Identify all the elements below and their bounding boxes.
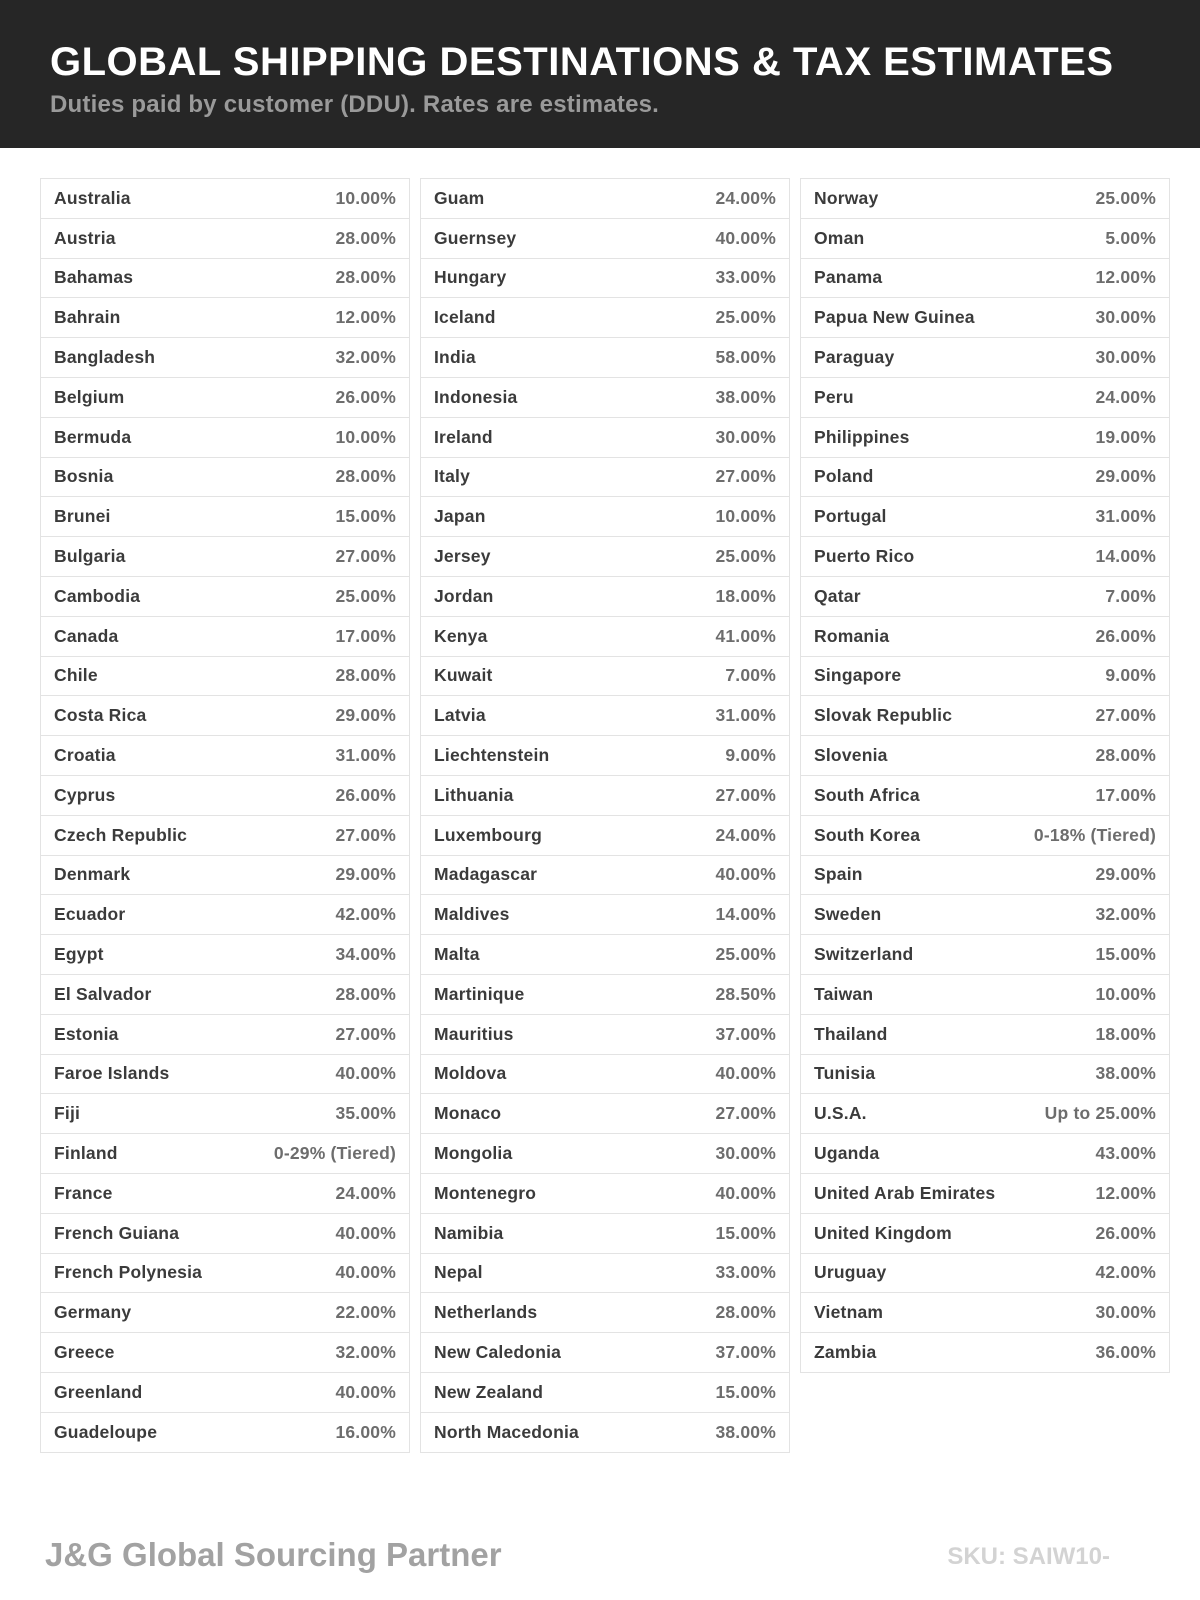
country-name: Oman [814, 227, 865, 248]
tax-rate: 26.00% [335, 386, 396, 407]
tax-rate: 27.00% [715, 1103, 776, 1124]
table-row [421, 418, 789, 458]
country-name: Bahamas [54, 267, 134, 288]
tax-rate: 19.00% [1095, 426, 1156, 447]
table-row [421, 497, 789, 537]
country-name: Jersey [434, 546, 491, 567]
tax-rate: 27.00% [335, 546, 396, 567]
country-name: Italy [434, 466, 471, 487]
country-name: Fiji [54, 1103, 81, 1124]
country-name: Tunisia [814, 1063, 876, 1084]
table-row [801, 537, 1169, 577]
country-name: Martinique [434, 983, 525, 1004]
table-row [421, 458, 789, 498]
table-row [421, 1094, 789, 1134]
table-row [801, 219, 1169, 259]
tax-rate: 40.00% [715, 864, 776, 885]
tax-rate: 15.00% [1095, 944, 1156, 965]
tax-tables-container [40, 178, 1170, 1453]
tax-rate: 25.00% [715, 307, 776, 328]
table-row [41, 1413, 409, 1453]
table-row [421, 1015, 789, 1055]
tax-rate: 24.00% [1095, 386, 1156, 407]
country-name: Liechtenstein [434, 745, 550, 766]
table-row [421, 1293, 789, 1333]
country-name: Malta [434, 944, 480, 965]
country-name: Peru [814, 386, 854, 407]
country-name: South Korea [814, 824, 921, 845]
tax-rate: 30.00% [1095, 1302, 1156, 1323]
tax-rate: 27.00% [335, 824, 396, 845]
country-name: Lithuania [434, 784, 514, 805]
tax-rate: 33.00% [715, 267, 776, 288]
table-row [421, 975, 789, 1015]
tax-rate: 24.00% [715, 824, 776, 845]
country-name: Belgium [54, 386, 125, 407]
country-name: El Salvador [54, 983, 152, 1004]
table-row [801, 975, 1169, 1015]
country-name: Greenland [54, 1381, 143, 1402]
table-row [41, 1094, 409, 1134]
table-row [421, 298, 789, 338]
tax-rate: 33.00% [715, 1262, 776, 1283]
tax-rate: 37.00% [715, 1342, 776, 1362]
country-name: Philippines [814, 426, 910, 447]
country-name: Austria [54, 227, 116, 248]
country-name: U.S.A. [814, 1103, 867, 1124]
table-row [41, 338, 409, 378]
table-row [421, 1254, 789, 1294]
country-name: Canada [54, 625, 119, 646]
country-name: Croatia [54, 745, 116, 766]
country-name: French Guiana [54, 1222, 180, 1243]
table-row [801, 1055, 1169, 1095]
country-name: Faroe Islands [54, 1063, 170, 1084]
table-row [801, 657, 1169, 697]
country-name: Vietnam [814, 1302, 884, 1323]
page-subtitle: Duties paid by customer (DDU). Rates are estimates. [50, 91, 660, 118]
table-row [421, 537, 789, 577]
tax-rate: 18.00% [715, 585, 776, 606]
tax-rate: 40.00% [715, 227, 776, 248]
country-name: Poland [814, 466, 874, 487]
country-name: Cyprus [54, 784, 116, 805]
country-name: Nepal [434, 1262, 483, 1283]
header-banner [0, 0, 1200, 148]
tax-rate: 40.00% [715, 1063, 776, 1084]
footer-sku: SKU: SAIW10- [947, 1543, 1110, 1570]
table-row [801, 776, 1169, 816]
footer-brand: J&G Global Sourcing Partner [45, 1536, 502, 1573]
country-name: France [54, 1182, 113, 1203]
table-row [421, 219, 789, 259]
country-name: Montenegro [434, 1182, 537, 1203]
table-row [41, 1214, 409, 1254]
tax-rate: 40.00% [335, 1381, 396, 1402]
table-row [41, 298, 409, 338]
tax-rate: 29.00% [335, 864, 396, 885]
country-name: Portugal [814, 506, 887, 527]
table-row [801, 895, 1169, 935]
tax-table-column-2 [420, 178, 790, 1453]
table-row [421, 338, 789, 378]
table-row [41, 259, 409, 299]
table-row [421, 617, 789, 657]
table-row [41, 497, 409, 537]
table-row [421, 895, 789, 935]
table-row [801, 1015, 1169, 1055]
tax-rate: 29.00% [1095, 466, 1156, 487]
tax-rate: 30.00% [1095, 307, 1156, 328]
tax-rate: 24.00% [715, 187, 776, 208]
tax-rate: 32.00% [335, 1342, 396, 1362]
tax-rate: 10.00% [1095, 983, 1156, 1004]
table-row [421, 696, 789, 736]
table-row [41, 1015, 409, 1055]
tax-rate: 26.00% [1095, 1222, 1156, 1243]
tax-rate: 10.00% [335, 426, 396, 447]
table-row [801, 736, 1169, 776]
country-name: Qatar [814, 585, 861, 606]
tax-rate: 12.00% [335, 307, 396, 328]
country-name: North Macedonia [434, 1421, 579, 1442]
tax-rate: 42.00% [335, 904, 396, 925]
table-row [41, 696, 409, 736]
table-row [421, 776, 789, 816]
country-name: Germany [54, 1302, 132, 1323]
tax-rate: 25.00% [1095, 187, 1156, 208]
tax-rate: 16.00% [335, 1421, 396, 1442]
table-row [41, 776, 409, 816]
tax-rate: 28.00% [1095, 745, 1156, 766]
tax-rate: 32.00% [335, 347, 396, 368]
country-name: Bangladesh [54, 347, 156, 368]
table-row [801, 458, 1169, 498]
tax-rate: 17.00% [1095, 784, 1156, 805]
country-name: Greece [54, 1342, 115, 1362]
tax-rate: 27.00% [335, 1023, 396, 1044]
tax-rate: 38.00% [715, 386, 776, 407]
tax-rate: 30.00% [715, 1143, 776, 1164]
tax-rate: 28.00% [335, 665, 396, 686]
country-name: Bermuda [54, 426, 132, 447]
tax-rate: 7.00% [725, 665, 776, 686]
tax-rate: 40.00% [335, 1063, 396, 1084]
tax-rate: 30.00% [715, 426, 776, 447]
tax-rate: 36.00% [1095, 1342, 1156, 1362]
country-name: Hungary [434, 267, 507, 288]
table-row [41, 657, 409, 697]
country-name: United Arab Emirates [814, 1182, 996, 1203]
country-name: Guadeloupe [54, 1421, 158, 1442]
table-row [801, 418, 1169, 458]
country-name: Kenya [434, 625, 488, 646]
table-row [421, 1413, 789, 1453]
country-name: Cambodia [54, 585, 141, 606]
tax-rate: 32.00% [1095, 904, 1156, 925]
tax-rate: 29.00% [1095, 864, 1156, 885]
table-row [801, 617, 1169, 657]
tax-rate: 28.00% [335, 267, 396, 288]
table-row [421, 179, 789, 219]
country-name: Chile [54, 665, 98, 686]
country-name: Slovak Republic [814, 705, 953, 726]
tax-rate: 27.00% [715, 784, 776, 805]
table-row [801, 1333, 1169, 1373]
country-name: Switzerland [814, 944, 914, 965]
country-name: Estonia [54, 1023, 119, 1044]
table-row [421, 935, 789, 975]
table-row [41, 1254, 409, 1294]
country-name: Papua New Guinea [814, 307, 975, 328]
tax-rate: 27.00% [1095, 705, 1156, 726]
tax-rate: 17.00% [335, 625, 396, 646]
table-row [41, 378, 409, 418]
tax-rate: 41.00% [715, 625, 776, 646]
table-row [421, 1134, 789, 1174]
page-title: GLOBAL SHIPPING DESTINATIONS & TAX ESTIMATES [50, 40, 1114, 84]
tax-rate: 10.00% [335, 187, 396, 208]
table-row [41, 856, 409, 896]
tax-rate: Up to 25.00% [1044, 1103, 1156, 1124]
table-row [801, 696, 1169, 736]
tax-rate: 10.00% [715, 506, 776, 527]
tax-rate: 40.00% [335, 1262, 396, 1283]
country-name: Madagascar [434, 864, 538, 885]
tax-rate: 38.00% [715, 1421, 776, 1442]
tax-rate: 25.00% [335, 585, 396, 606]
table-row [421, 1333, 789, 1373]
tax-rate: 5.00% [1105, 227, 1156, 248]
tax-rate: 25.00% [715, 546, 776, 567]
country-name: French Polynesia [54, 1262, 203, 1283]
tax-rate: 28.00% [335, 983, 396, 1004]
table-row [801, 1134, 1169, 1174]
country-name: Costa Rica [54, 705, 147, 726]
table-row [801, 1174, 1169, 1214]
country-name: Kuwait [434, 665, 493, 686]
country-name: Australia [54, 187, 131, 208]
table-row [801, 1254, 1169, 1294]
table-row [41, 577, 409, 617]
country-name: Panama [814, 267, 883, 288]
table-row [801, 378, 1169, 418]
tax-rate: 58.00% [715, 347, 776, 368]
table-row [801, 338, 1169, 378]
table-row [801, 1094, 1169, 1134]
tax-rate: 28.50% [715, 983, 776, 1004]
table-row [421, 1373, 789, 1413]
country-name: Bulgaria [54, 546, 126, 567]
table-row [41, 1055, 409, 1095]
table-row [801, 179, 1169, 219]
table-row [801, 935, 1169, 975]
tax-rate: 22.00% [335, 1302, 396, 1323]
tax-rate: 34.00% [335, 944, 396, 965]
country-name: Finland [54, 1143, 118, 1164]
table-row [41, 537, 409, 577]
country-name: Uganda [814, 1143, 880, 1164]
country-name: Egypt [54, 944, 104, 965]
tax-rate: 18.00% [1095, 1023, 1156, 1044]
tax-rate: 26.00% [335, 784, 396, 805]
country-name: Latvia [434, 705, 486, 726]
country-name: Romania [814, 625, 890, 646]
country-name: Namibia [434, 1222, 504, 1243]
table-row [41, 219, 409, 259]
country-name: Thailand [814, 1023, 888, 1044]
table-row [41, 1134, 409, 1174]
country-name: Guernsey [434, 227, 517, 248]
country-name: Puerto Rico [814, 546, 915, 567]
tax-rate: 28.00% [335, 227, 396, 248]
table-row [41, 1333, 409, 1373]
table-row [801, 259, 1169, 299]
table-row [801, 1293, 1169, 1333]
table-row [41, 179, 409, 219]
table-row [801, 816, 1169, 856]
table-row [421, 1055, 789, 1095]
tax-rate: 0-18% (Tiered) [1033, 824, 1156, 845]
tax-rate: 27.00% [715, 466, 776, 487]
country-name: Ecuador [54, 904, 126, 925]
country-name: Monaco [434, 1103, 502, 1124]
tax-rate: 9.00% [1105, 665, 1156, 686]
country-name: South Africa [814, 784, 920, 805]
country-name: Guam [434, 187, 485, 208]
tax-rate: 31.00% [715, 705, 776, 726]
country-name: Maldives [434, 904, 510, 925]
table-row [421, 259, 789, 299]
tax-rate: 14.00% [715, 904, 776, 925]
tax-rate: 30.00% [1095, 347, 1156, 368]
table-row [801, 298, 1169, 338]
table-row [421, 1214, 789, 1254]
country-name: Spain [814, 864, 863, 885]
tax-rate: 43.00% [1095, 1143, 1156, 1164]
tax-rate: 26.00% [1095, 625, 1156, 646]
table-row [801, 577, 1169, 617]
country-name: Bahrain [54, 307, 121, 328]
tax-rate: 31.00% [1095, 506, 1156, 527]
table-row [421, 378, 789, 418]
tax-rate: 42.00% [1095, 1262, 1156, 1283]
tax-rate: 31.00% [335, 745, 396, 766]
table-row [41, 895, 409, 935]
table-row [41, 935, 409, 975]
table-row [41, 1293, 409, 1333]
country-name: Sweden [814, 904, 882, 925]
table-row [801, 856, 1169, 896]
tax-table-column-1 [40, 178, 410, 1453]
country-name: Japan [434, 506, 486, 527]
table-row [41, 617, 409, 657]
country-name: Brunei [54, 506, 111, 527]
table-row [421, 1174, 789, 1214]
tax-rate: 0-29% (Tiered) [273, 1143, 396, 1164]
table-row [41, 975, 409, 1015]
country-name: United Kingdom [814, 1222, 952, 1243]
country-name: Uruguay [814, 1262, 887, 1283]
tax-rate: 24.00% [335, 1182, 396, 1203]
table-row [41, 816, 409, 856]
table-row [41, 1373, 409, 1413]
tax-rate: 9.00% [725, 745, 776, 766]
tax-rate: 35.00% [335, 1103, 396, 1124]
tax-rate: 15.00% [335, 506, 396, 527]
table-row [41, 736, 409, 776]
country-name: Bosnia [54, 466, 114, 487]
country-name: Moldova [434, 1063, 507, 1084]
tax-rate: 14.00% [1095, 546, 1156, 567]
country-name: Netherlands [434, 1302, 538, 1323]
table-row [421, 577, 789, 617]
table-row [421, 736, 789, 776]
table-row [41, 418, 409, 458]
country-name: New Zealand [434, 1381, 544, 1402]
country-name: Zambia [814, 1342, 877, 1362]
country-name: Paraguay [814, 347, 895, 368]
tax-rate: 28.00% [335, 466, 396, 487]
tax-rate: 38.00% [1095, 1063, 1156, 1084]
tax-rate: 40.00% [715, 1182, 776, 1203]
country-name: Indonesia [434, 386, 518, 407]
tax-rate: 29.00% [335, 705, 396, 726]
country-name: Denmark [54, 864, 131, 885]
country-name: Czech Republic [54, 824, 188, 845]
country-name: Iceland [434, 307, 496, 328]
country-name: India [434, 347, 476, 368]
tax-rate: 12.00% [1095, 1182, 1156, 1203]
table-row [41, 458, 409, 498]
country-name: Slovenia [814, 745, 888, 766]
country-name: Mauritius [434, 1023, 514, 1044]
tax-rate: 28.00% [715, 1302, 776, 1323]
tax-rate: 7.00% [1105, 585, 1156, 606]
country-name: New Caledonia [434, 1342, 562, 1362]
country-name: Taiwan [814, 983, 874, 1004]
country-name: Ireland [434, 426, 493, 447]
tax-rate: 12.00% [1095, 267, 1156, 288]
tax-rate: 15.00% [715, 1381, 776, 1402]
table-row [801, 497, 1169, 537]
tax-table-column-3 [800, 178, 1170, 1373]
table-row [41, 1174, 409, 1214]
table-row [421, 657, 789, 697]
country-name: Jordan [434, 585, 494, 606]
country-name: Luxembourg [434, 824, 542, 845]
country-name: Mongolia [434, 1143, 513, 1164]
tax-rate: 25.00% [715, 944, 776, 965]
table-row [421, 856, 789, 896]
table-row [801, 1214, 1169, 1254]
country-name: Singapore [814, 665, 902, 686]
tax-rate: 40.00% [335, 1222, 396, 1243]
tax-rate: 37.00% [715, 1023, 776, 1044]
country-name: Norway [814, 187, 879, 208]
table-row [421, 816, 789, 856]
tax-rate: 15.00% [715, 1222, 776, 1243]
